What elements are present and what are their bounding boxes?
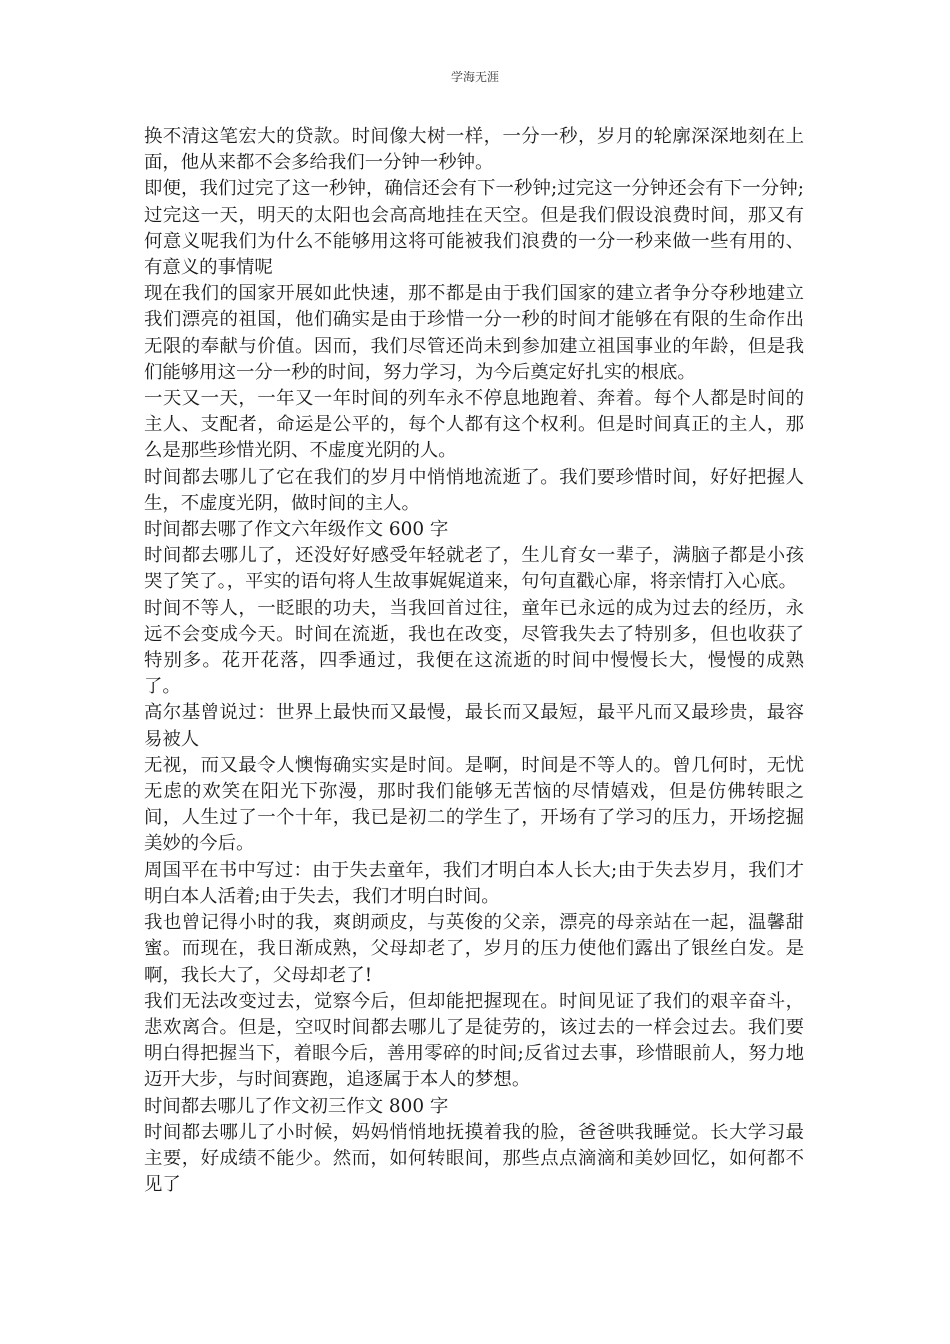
document-body [144, 124, 804, 1198]
paragraph: 现在我们的国家开展如此快速，那不都是由于我们国家的建立者争分夺秒地建立我们漂亮的祖国，他们确实是由于珍惜一分一秒的时间才能够在有限的生命作出无限的奉献与价值。因而，我们尽管还尚未到参加建立祖国事业的年龄，但是我们能够用这一分一秒的时间，努力学习，为今后奠定好扎实的根底。 [144, 283, 804, 383]
paragraph: 时间不等人，一眨眼的功夫，当我回首过往，童年已永远的成为过去的经历，永远不会变成今天。时间在流逝，我也在改变，尽管我失去了特别多，但也收获了特别多。花开花落，四季通过，我便在这流逝的时间中慢慢长大，慢慢的成熟了。 [144, 597, 804, 698]
paragraph: 即便，我们过完了这一秒钟，确信还会有下一秒钟;过完这一分钟还会有下一分钟;过完这一天，明天的太阳也会高高地挂在天空。但是我们假设浪费时间，那又有何意义呢我们为什么不能够用这将可能被我们浪费的一分一秒来做一些有用的、有意义的事情呢 [144, 178, 804, 279]
paragraph: 时间都去哪儿了小时候，妈妈悄悄地抚摸着我的脸，爸爸哄我睡觉。长大学习最主要，好成绩不能少。然而，如何转眼间，那些点点滴滴和美妙回忆，如何都不见了 [144, 1121, 804, 1196]
paragraph: 高尔基曾说过：世界上最快而又最慢，最长而又最短，最平凡而又最珍贵，最容易被人 [144, 702, 804, 750]
paragraph: 一天又一天，一年又一年时间的列车永不停息地跑着、奔着。每个人都是时间的主人、支配者，命运是公平的，每个人都有这个权利。但是时间真正的主人，那么是那些珍惜光阴、不虚度光阴的人。 [144, 388, 804, 462]
paragraph: 我也曾记得小时的我，爽朗顽皮，与英俊的父亲，漂亮的母亲站在一起，温馨甜蜜。而现在，我日渐成熟，父母却老了，岁月的压力使他们露出了银丝白发。是啊，我长大了，父母却老了! [144, 912, 804, 986]
paragraph: 我们无法改变过去，觉察今后，但却能把握现在。时间见证了我们的艰辛奋斗，悲欢离合。但是，空叹时间都去哪儿了是徒劳的，该过去的一样会过去。我们要明白得把握当下，着眼今后，善用零碎的时间;反省过去事，珍惜眼前人，努力地迈开大步，与时间赛跑，追逐属于本人的梦想。 [144, 990, 804, 1091]
section-title: 时间都去哪儿了作文初三作文 800 字 [144, 1095, 449, 1117]
paragraph: 无视，而又最令人懊悔确实实是时间。是啊，时间是不等人的。曾几何时，无忧无虑的欢笑在阳光下弥漫，那时我们能够无苦恼的尽情嬉戏，但是仿佛转眼之间，人生过了一个十年，我已是初二的学生了，开场有了学习的压力，开场挖掘美妙的今后。 [144, 754, 804, 855]
page-header: 学海无涯 [450, 70, 499, 84]
paragraph: 换不清这笔宏大的贷款。时间像大树一样，一分一秒，岁月的轮廓深深地刻在上面，他从来都不会多给我们一分钟一秒钟。 [144, 126, 804, 174]
paragraph: 周国平在书中写过：由于失去童年，我们才明白本人长大;由于失去岁月，我们才明白本人活着;由于失去，我们才明白时间。 [144, 859, 804, 907]
paragraph: 时间都去哪儿了，还没好好感受年轻就老了，生儿育女一辈子，满脑子都是小孩哭了笑了。，平实的语句将人生故事娓娓道来，句句直戳心扉，将亲情打入心底。 [144, 545, 804, 593]
paragraph: 时间都去哪儿了它在我们的岁月中悄悄地流逝了。我们要珍惜时间，好好把握人生，不虚度光阴，做时间的主人。 [144, 466, 804, 514]
section-title: 时间都去哪了作文六年级作文 600 字 [144, 519, 449, 541]
